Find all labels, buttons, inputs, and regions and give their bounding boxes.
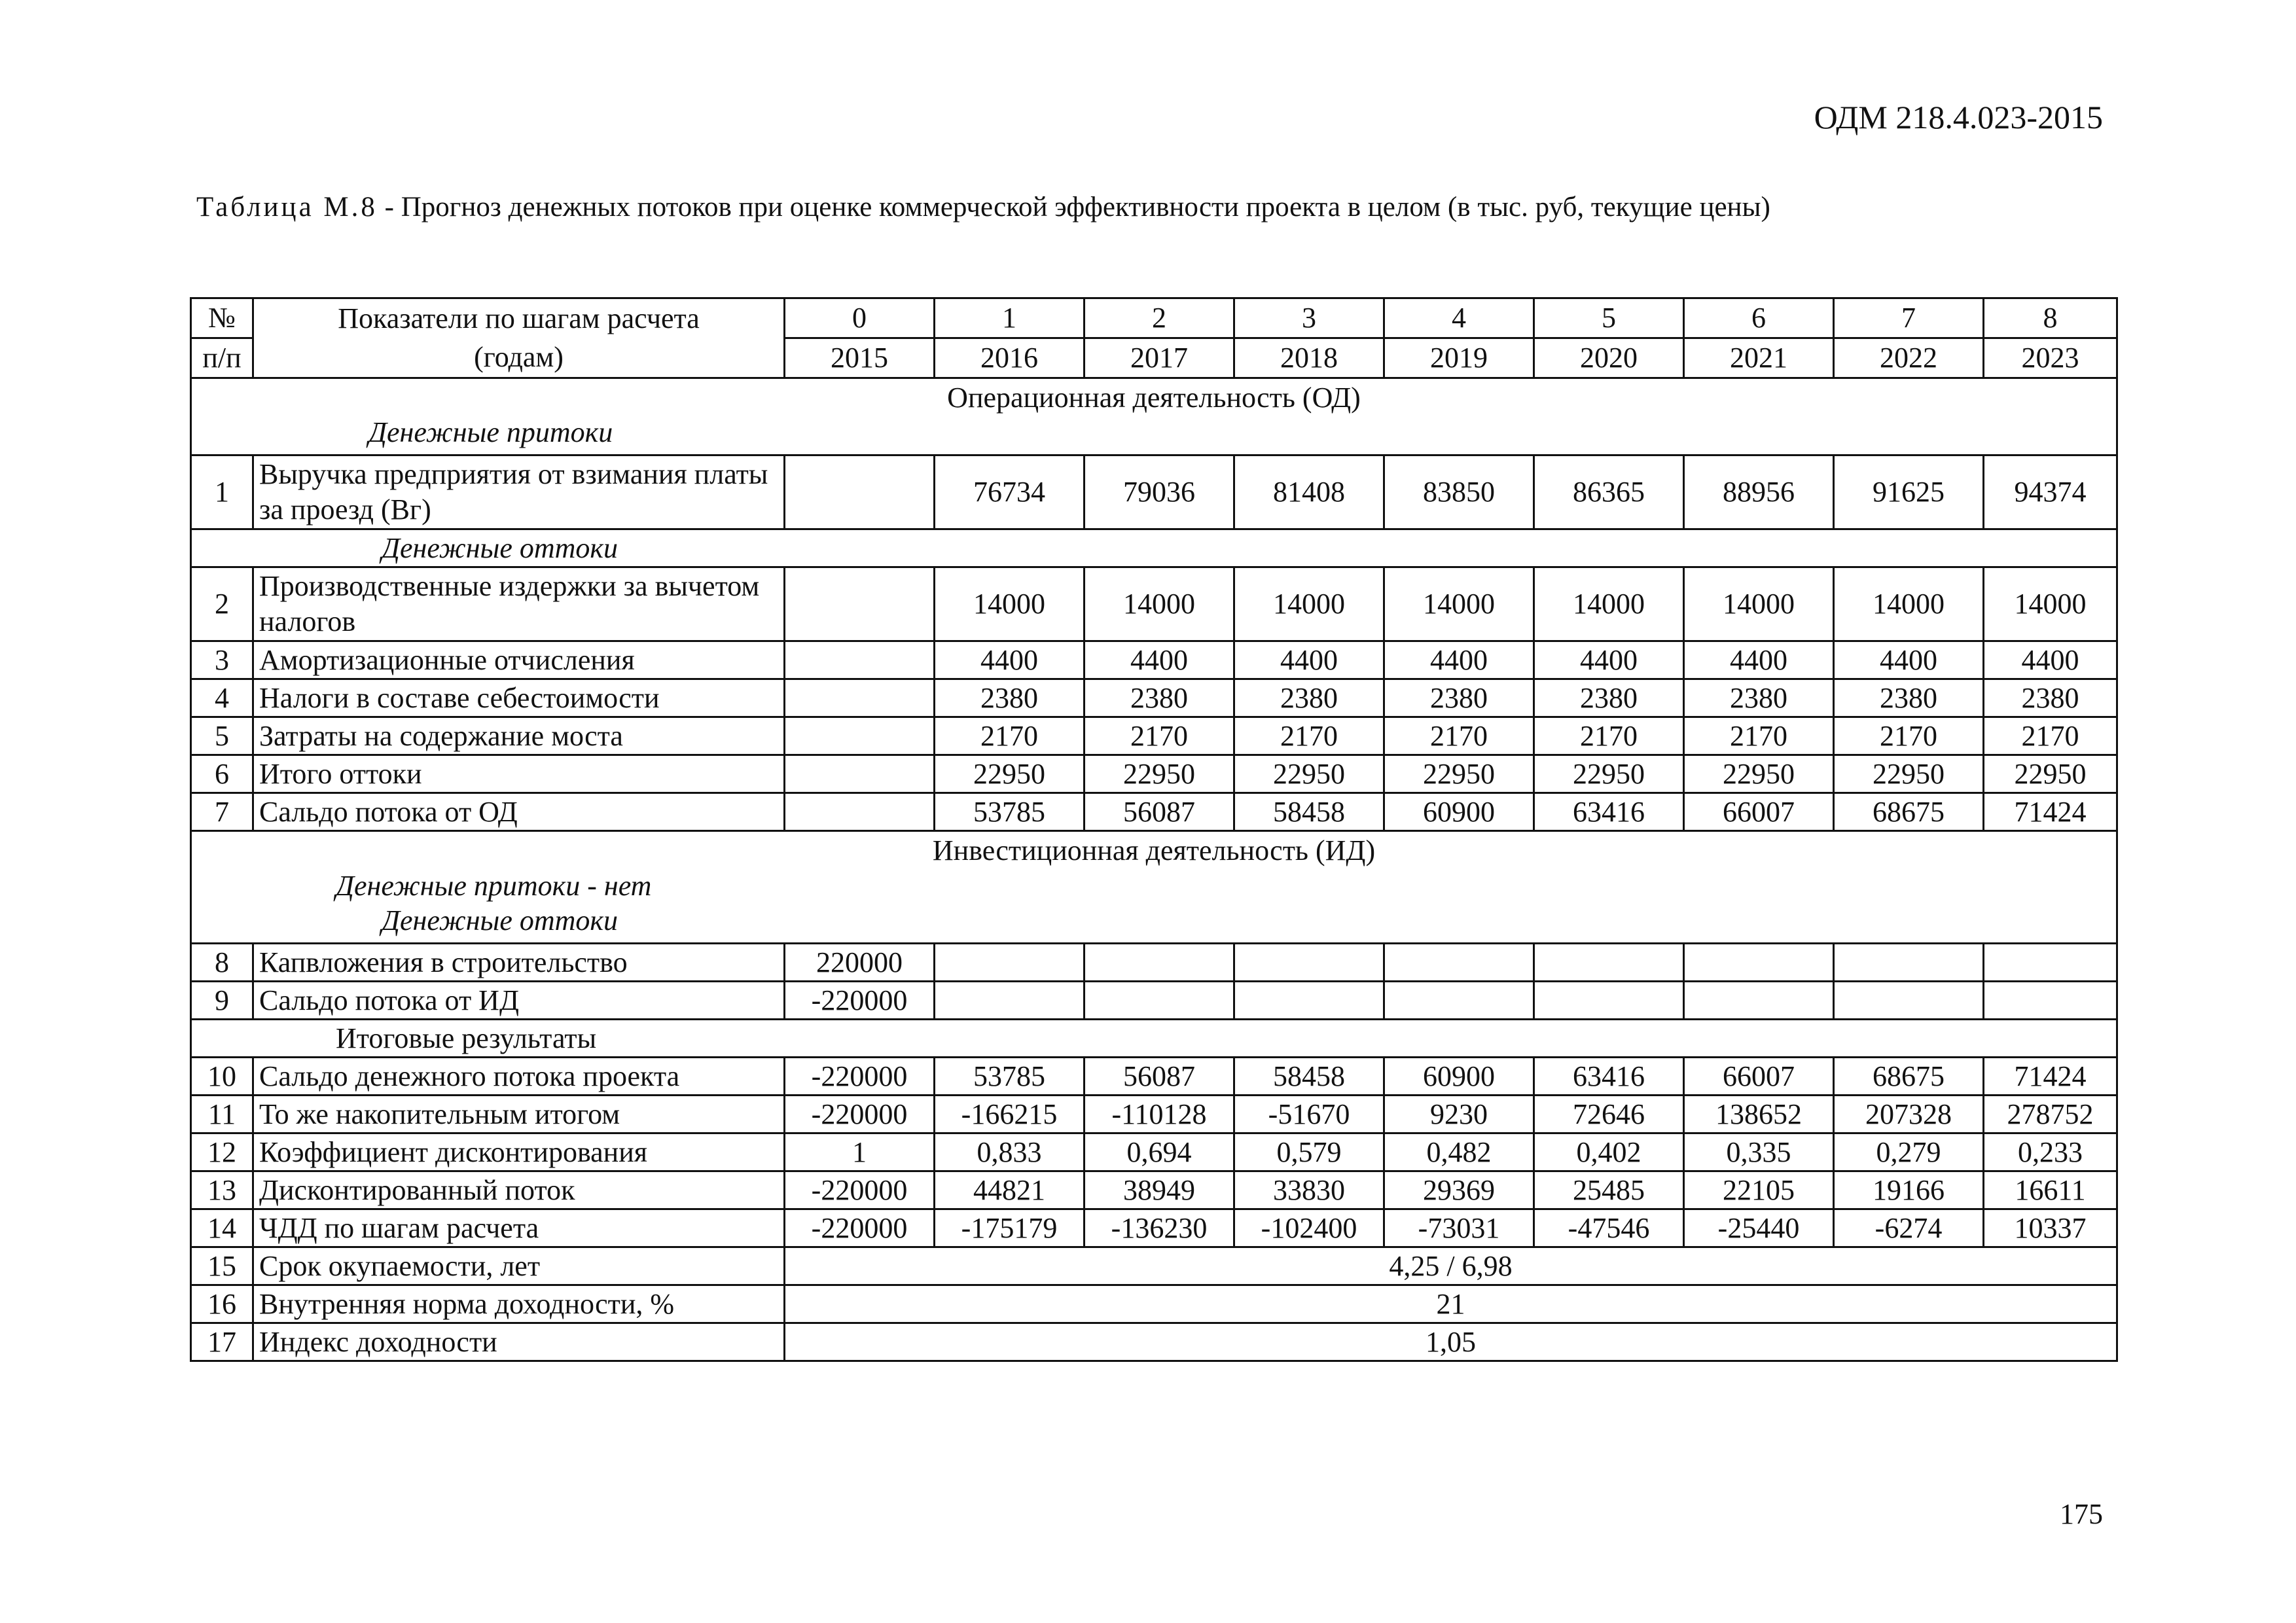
row-value-cell: 14000 — [935, 567, 1085, 641]
document-code: ОДМ 218.4.023-2015 — [1814, 99, 2103, 135]
row-value-cell: 22950 — [1684, 755, 1834, 793]
row-value-cell: 22950 — [1984, 755, 2117, 793]
row-number: 10 — [191, 1058, 253, 1096]
table-row — [191, 1171, 2117, 1209]
row-value-cell — [1984, 944, 2117, 982]
row-value-cell: 63416 — [1534, 1058, 1684, 1096]
header-year: 2022 — [1834, 338, 1984, 378]
header-step: 0 — [785, 298, 935, 338]
table-row — [191, 793, 2117, 831]
row-value-cell: 14000 — [1684, 567, 1834, 641]
row-value-cell: 4400 — [1085, 641, 1234, 679]
header-step: 5 — [1534, 298, 1684, 338]
row-indicator-name: То же накопительным итогом — [253, 1096, 785, 1133]
row-value-cell: 66007 — [1684, 793, 1834, 831]
row-value-cell: -220000 — [785, 1058, 935, 1096]
summary-value: 4,25 / 6,98 — [785, 1247, 2117, 1285]
row-value-cell: 22950 — [1384, 755, 1534, 793]
header-year: 2018 — [1234, 338, 1384, 378]
row-value-cell: 2170 — [1384, 717, 1534, 755]
row-value-cell: 66007 — [1684, 1058, 1834, 1096]
table-row — [191, 1209, 2117, 1247]
row-value-cell: 0,279 — [1834, 1133, 1984, 1171]
section-investment-row — [191, 831, 2117, 944]
row-value-cell: 2380 — [1684, 679, 1834, 717]
row-value-cell: 9230 — [1384, 1096, 1534, 1133]
row-indicator-name: Производственные издержки за вычетом налогов — [253, 567, 785, 641]
row-value-cell: 2380 — [1234, 679, 1384, 717]
section-totals-row — [191, 1020, 2117, 1058]
row-value-cell — [1984, 982, 2117, 1020]
row-value-cell: 0,579 — [1234, 1133, 1384, 1171]
row-value-cell: 138652 — [1684, 1096, 1834, 1133]
row-value-cell: 0,402 — [1534, 1133, 1684, 1171]
header-step: 3 — [1234, 298, 1384, 338]
row-value-cell: 38949 — [1085, 1171, 1234, 1209]
header-year: 2021 — [1684, 338, 1834, 378]
row-value-cell: 2170 — [1085, 717, 1234, 755]
row-value-cell: 25485 — [1534, 1171, 1684, 1209]
row-value-cell: 22950 — [1534, 755, 1684, 793]
row-value-cell — [935, 944, 1085, 982]
row-value-cell: 14000 — [1384, 567, 1534, 641]
summary-value: 1,05 — [785, 1323, 2117, 1361]
row-value-cell: 14000 — [1834, 567, 1984, 641]
header-step: 6 — [1684, 298, 1834, 338]
row-number: 13 — [191, 1171, 253, 1209]
section-operating-inflows: Денежные притоки — [368, 416, 613, 449]
row-value-cell: -51670 — [1234, 1096, 1384, 1133]
row-value-cell: 2380 — [935, 679, 1085, 717]
row-value-cell: 86365 — [1534, 455, 1684, 529]
row-value-cell: 91625 — [1834, 455, 1984, 529]
section-operating-row — [191, 378, 2117, 455]
header-year: 2015 — [785, 338, 935, 378]
row-value-cell — [785, 641, 935, 679]
row-value-cell: -220000 — [785, 982, 935, 1020]
row-value-cell: 4400 — [935, 641, 1085, 679]
row-value-cell: 53785 — [935, 1058, 1085, 1096]
row-value-cell: 2380 — [1984, 679, 2117, 717]
header-step: 4 — [1384, 298, 1534, 338]
row-value-cell: 4400 — [1684, 641, 1834, 679]
row-value-cell: 14000 — [1085, 567, 1234, 641]
row-value-cell: 79036 — [1085, 455, 1234, 529]
row-value-cell: 19166 — [1834, 1171, 1984, 1209]
row-value-cell: 2380 — [1534, 679, 1684, 717]
row-value-cell: 4400 — [1384, 641, 1534, 679]
row-value-cell: -175179 — [935, 1209, 1085, 1247]
row-value-cell: 71424 — [1984, 1058, 2117, 1096]
row-value-cell: -220000 — [785, 1096, 935, 1133]
row-value-cell: 83850 — [1384, 455, 1534, 529]
row-value-cell: 2380 — [1384, 679, 1534, 717]
row-number: 4 — [191, 679, 253, 717]
row-value-cell: 14000 — [1534, 567, 1684, 641]
row-value-cell — [1834, 982, 1984, 1020]
row-number: 3 — [191, 641, 253, 679]
row-indicator-name: Налоги в составе себестоимости — [253, 679, 785, 717]
row-number: 2 — [191, 567, 253, 641]
summary-value: 21 — [785, 1285, 2117, 1323]
row-value-cell: 2380 — [1085, 679, 1234, 717]
row-value-cell — [785, 679, 935, 717]
row-indicator-name: Капвложения в строительство — [253, 944, 785, 982]
section-operating — [191, 378, 2117, 455]
row-value-cell: 14000 — [1984, 567, 2117, 641]
row-value-cell — [1234, 982, 1384, 1020]
section-operating-outflows — [191, 529, 2117, 567]
cash-flow-table — [190, 297, 2118, 1362]
row-value-cell: -102400 — [1234, 1209, 1384, 1247]
row-indicator-name: Коэффициент дисконтирования — [253, 1133, 785, 1171]
row-value-cell: 29369 — [1384, 1171, 1534, 1209]
row-indicator-name: Затраты на содержание моста — [253, 717, 785, 755]
row-value-cell: 22950 — [935, 755, 1085, 793]
header-indicator-label: Показатели по шагам расчета (годам) — [253, 298, 785, 378]
table-caption — [196, 191, 1770, 223]
row-value-cell: 76734 — [935, 455, 1085, 529]
row-value-cell: 53785 — [935, 793, 1085, 831]
row-number: 15 — [191, 1247, 253, 1285]
row-value-cell: 60900 — [1384, 1058, 1534, 1096]
row-value-cell: 0,233 — [1984, 1133, 2117, 1171]
row-value-cell — [1834, 944, 1984, 982]
header-year: 2023 — [1984, 338, 2117, 378]
row-value-cell: -73031 — [1384, 1209, 1534, 1247]
row-value-cell: 1 — [785, 1133, 935, 1171]
row-value-cell: 22950 — [1234, 755, 1384, 793]
row-value-cell: 68675 — [1834, 793, 1984, 831]
row-indicator-name: Индекс доходности — [253, 1323, 785, 1361]
row-value-cell: 10337 — [1984, 1209, 2117, 1247]
row-value-cell: 22950 — [1085, 755, 1234, 793]
row-value-cell — [785, 567, 935, 641]
header-step: 8 — [1984, 298, 2117, 338]
row-value-cell: 2170 — [935, 717, 1085, 755]
row-value-cell: 2170 — [1534, 717, 1684, 755]
section-totals — [191, 1020, 2117, 1058]
row-indicator-name: Внутренняя норма доходности, % — [253, 1285, 785, 1323]
section-investment — [191, 831, 2117, 944]
section-operating-outflows-label: Денежные оттоки — [382, 531, 619, 564]
row-number: 14 — [191, 1209, 253, 1247]
row-value-cell: -166215 — [935, 1096, 1085, 1133]
row-value-cell: 22950 — [1834, 755, 1984, 793]
row-value-cell: 2380 — [1834, 679, 1984, 717]
summary-row — [191, 1247, 2117, 1285]
table-row — [191, 567, 2117, 641]
header-year: 2020 — [1534, 338, 1684, 378]
row-value-cell: 2170 — [1984, 717, 2117, 755]
row-value-cell: 0,482 — [1384, 1133, 1534, 1171]
row-value-cell — [935, 982, 1085, 1020]
header-no-label-2: п/п — [191, 338, 253, 378]
row-value-cell: 81408 — [1234, 455, 1384, 529]
row-value-cell — [1534, 944, 1684, 982]
row-value-cell — [785, 793, 935, 831]
row-number: 7 — [191, 793, 253, 831]
section-operating-title: Операционная деятельность (ОД) — [947, 381, 1361, 414]
row-number: 11 — [191, 1096, 253, 1133]
row-value-cell: 68675 — [1834, 1058, 1984, 1096]
row-value-cell: 14000 — [1234, 567, 1384, 641]
row-value-cell: 60900 — [1384, 793, 1534, 831]
row-value-cell: 56087 — [1085, 1058, 1234, 1096]
row-value-cell: 207328 — [1834, 1096, 1984, 1133]
row-value-cell: 220000 — [785, 944, 935, 982]
row-number: 17 — [191, 1323, 253, 1361]
row-number: 6 — [191, 755, 253, 793]
row-value-cell — [1384, 982, 1534, 1020]
summary-row — [191, 1323, 2117, 1361]
row-value-cell: 0,335 — [1684, 1133, 1834, 1171]
row-indicator-name: Итого оттоки — [253, 755, 785, 793]
row-value-cell: -25440 — [1684, 1209, 1834, 1247]
header-year: 2016 — [935, 338, 1085, 378]
row-value-cell: 2170 — [1234, 717, 1384, 755]
table-row — [191, 982, 2117, 1020]
table-row — [191, 755, 2117, 793]
row-value-cell: 2170 — [1834, 717, 1984, 755]
table-caption-text: - Прогноз денежных потоков при оценке коммерческой эффективности проекта в целом (в тыс. руб, текущие цены) — [377, 192, 1770, 223]
section-investment-outflows: Денежные оттоки — [382, 904, 619, 937]
table-row — [191, 641, 2117, 679]
header-step: 2 — [1085, 298, 1234, 338]
page-number: 175 — [2060, 1498, 2103, 1530]
header-year: 2019 — [1384, 338, 1534, 378]
row-indicator-name: ЧДД по шагам расчета — [253, 1209, 785, 1247]
row-number: 12 — [191, 1133, 253, 1171]
section-investment-inflows: Денежные притоки - нет — [336, 869, 652, 902]
header-row-steps — [191, 298, 2117, 338]
header-step: 7 — [1834, 298, 1984, 338]
row-value-cell: -136230 — [1085, 1209, 1234, 1247]
row-value-cell: -47546 — [1534, 1209, 1684, 1247]
row-indicator-name: Выручка предприятия от взимания платы за проезд (Вг) — [253, 455, 785, 529]
row-number: 5 — [191, 717, 253, 755]
row-value-cell: -220000 — [785, 1171, 935, 1209]
row-value-cell — [1085, 944, 1234, 982]
row-indicator-name: Сальдо денежного потока проекта — [253, 1058, 785, 1096]
table-row — [191, 1096, 2117, 1133]
header-step: 1 — [935, 298, 1085, 338]
row-value-cell — [1384, 944, 1534, 982]
row-value-cell — [1085, 982, 1234, 1020]
row-value-cell — [785, 455, 935, 529]
row-indicator-name: Дисконтированный поток — [253, 1171, 785, 1209]
row-value-cell — [785, 717, 935, 755]
section-operating-outflows-row — [191, 529, 2117, 567]
row-value-cell: 58458 — [1234, 793, 1384, 831]
table-row — [191, 1058, 2117, 1096]
row-value-cell: 71424 — [1984, 793, 2117, 831]
row-value-cell: 4400 — [1984, 641, 2117, 679]
row-value-cell: 63416 — [1534, 793, 1684, 831]
row-value-cell — [785, 755, 935, 793]
row-value-cell: -110128 — [1085, 1096, 1234, 1133]
section-investment-title: Инвестиционная деятельность (ИД) — [932, 834, 1376, 867]
row-value-cell: 94374 — [1984, 455, 2117, 529]
row-value-cell — [1234, 944, 1384, 982]
row-value-cell — [1684, 944, 1834, 982]
table-row — [191, 944, 2117, 982]
table-caption-lead: Таблица М.8 — [196, 192, 378, 223]
table-row — [191, 455, 2117, 529]
row-value-cell: 4400 — [1834, 641, 1984, 679]
row-value-cell: 278752 — [1984, 1096, 2117, 1133]
row-value-cell: -6274 — [1834, 1209, 1984, 1247]
header-year: 2017 — [1085, 338, 1234, 378]
row-value-cell: 72646 — [1534, 1096, 1684, 1133]
row-indicator-name: Срок окупаемости, лет — [253, 1247, 785, 1285]
row-number: 8 — [191, 944, 253, 982]
table-row — [191, 679, 2117, 717]
row-value-cell: 16611 — [1984, 1171, 2117, 1209]
row-indicator-name: Сальдо потока от ИД — [253, 982, 785, 1020]
row-value-cell: 0,694 — [1085, 1133, 1234, 1171]
row-number: 16 — [191, 1285, 253, 1323]
row-value-cell: 58458 — [1234, 1058, 1384, 1096]
row-value-cell: 56087 — [1085, 793, 1234, 831]
section-totals-label: Итоговые результаты — [336, 1022, 597, 1054]
row-indicator-name: Сальдо потока от ОД — [253, 793, 785, 831]
table-row — [191, 717, 2117, 755]
row-value-cell: 88956 — [1684, 455, 1834, 529]
row-indicator-name: Амортизационные отчисления — [253, 641, 785, 679]
row-value-cell: 4400 — [1234, 641, 1384, 679]
row-value-cell: -220000 — [785, 1209, 935, 1247]
table-row — [191, 1133, 2117, 1171]
row-value-cell: 4400 — [1534, 641, 1684, 679]
summary-row — [191, 1285, 2117, 1323]
row-value-cell — [1534, 982, 1684, 1020]
header-no-label: № — [191, 298, 253, 338]
row-number: 1 — [191, 455, 253, 529]
row-value-cell: 2170 — [1684, 717, 1834, 755]
row-value-cell: 33830 — [1234, 1171, 1384, 1209]
row-value-cell: 0,833 — [935, 1133, 1085, 1171]
row-value-cell: 44821 — [935, 1171, 1085, 1209]
row-value-cell: 22105 — [1684, 1171, 1834, 1209]
row-value-cell — [1684, 982, 1834, 1020]
row-number: 9 — [191, 982, 253, 1020]
